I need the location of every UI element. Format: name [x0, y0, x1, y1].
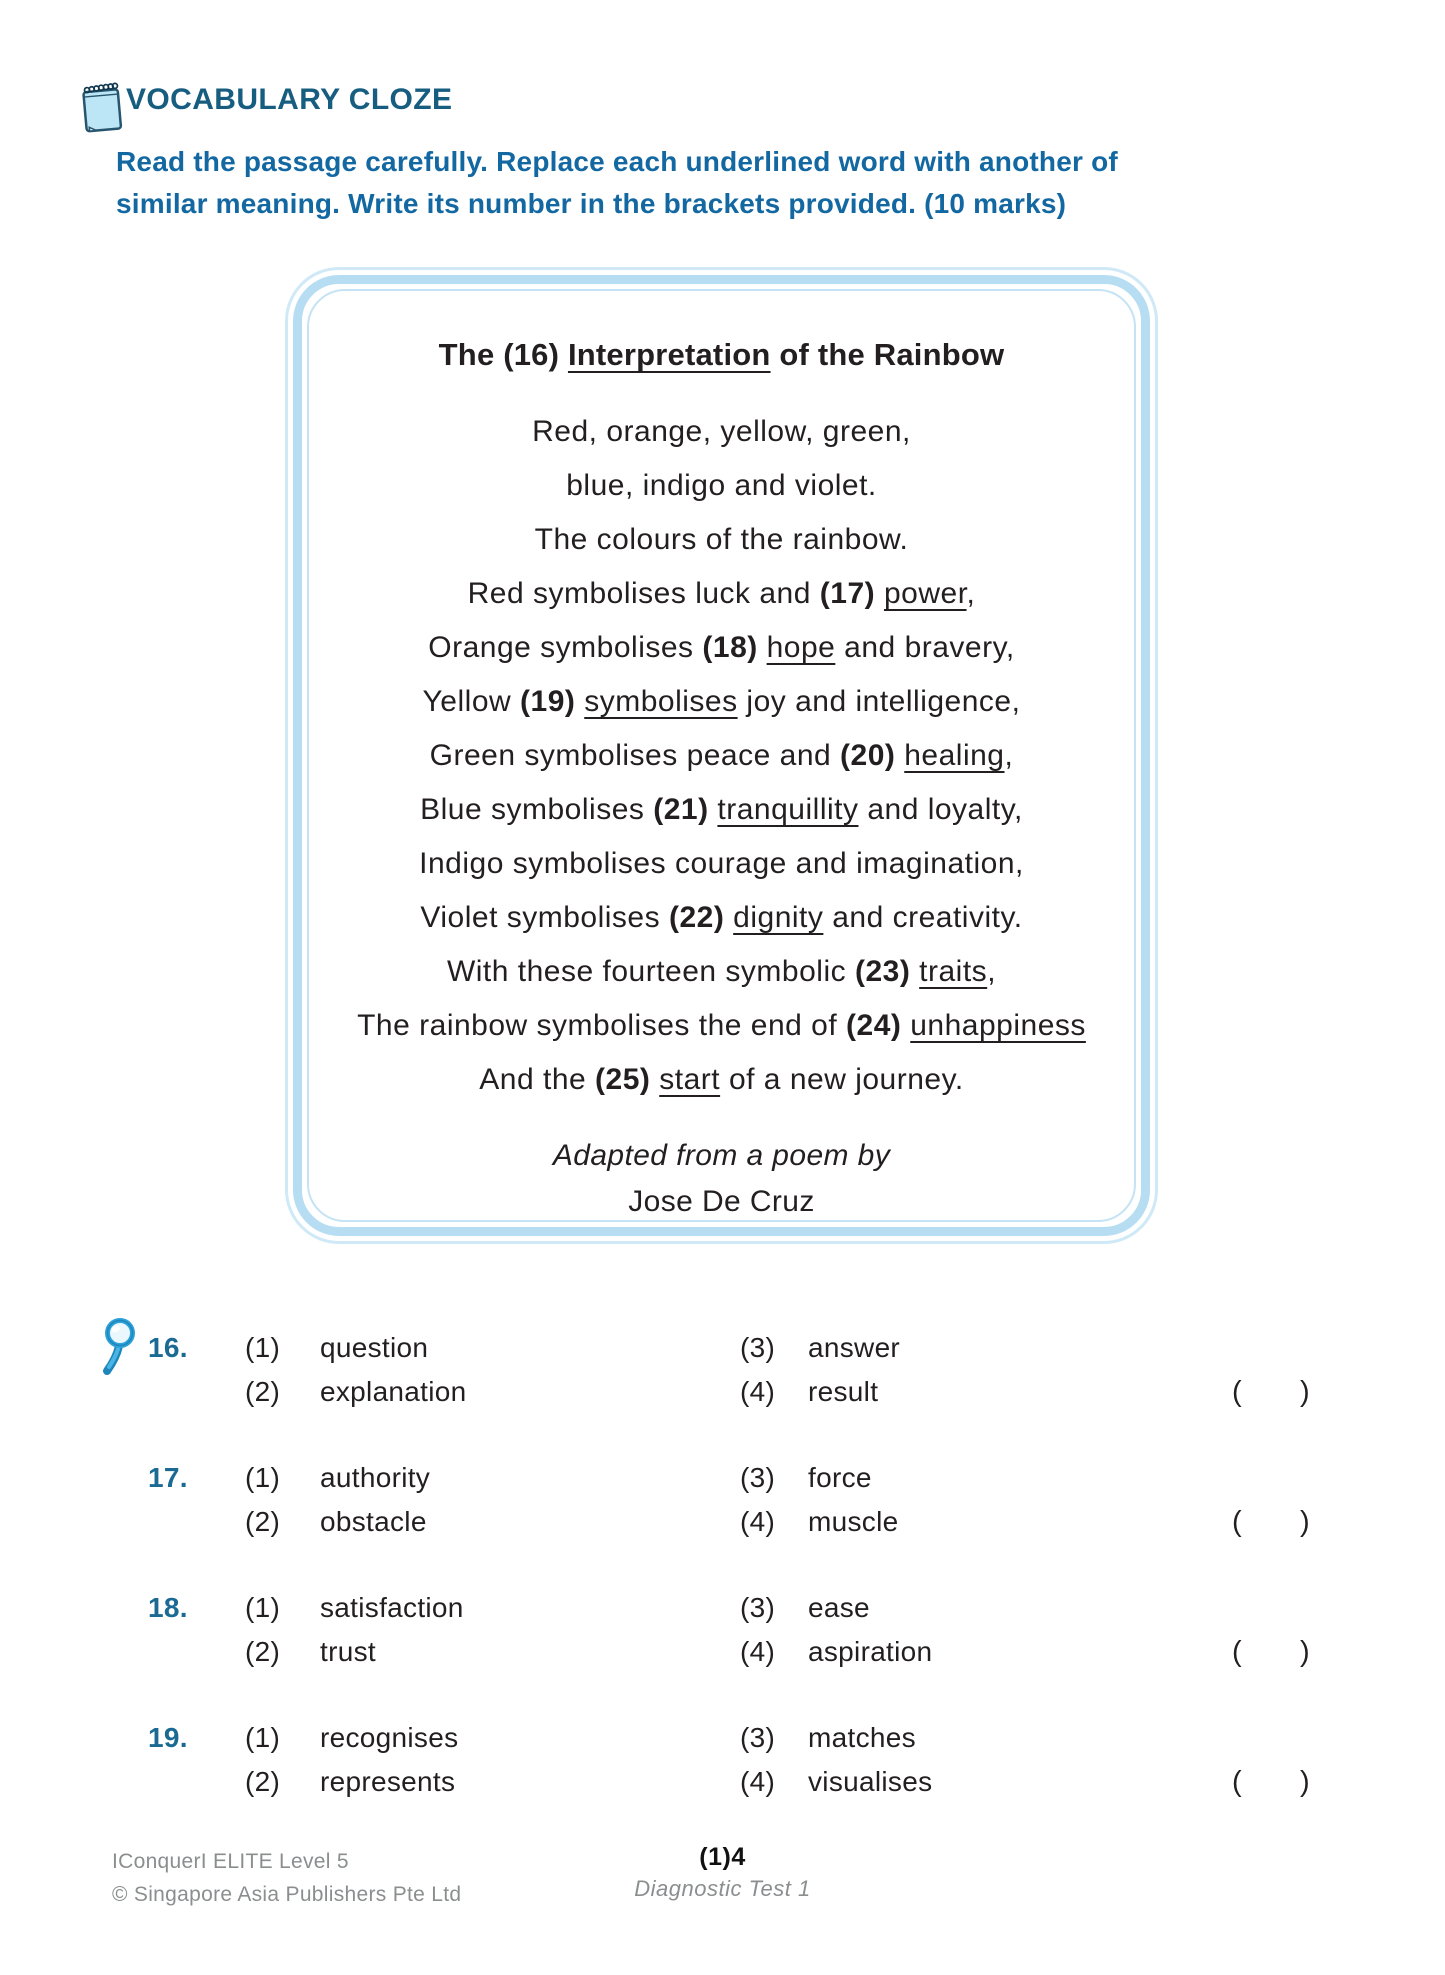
poem-line: Red symbolises luck and (17) power, [467, 577, 976, 610]
section-title: VOCABULARY CLOZE [126, 83, 453, 116]
poem-box [285, 267, 1158, 1244]
option-number: (4) [740, 1636, 776, 1667]
option-number: (1) [245, 1722, 281, 1753]
poem-line: And the (25) start of a new journey. [479, 1063, 964, 1096]
question-block [148, 1456, 1322, 1544]
option-number: (2) [245, 1636, 281, 1667]
spacer [1232, 1456, 1322, 1500]
bracket-open: ( [1232, 1506, 1242, 1538]
instructions [116, 141, 1180, 225]
question-number: 19. [148, 1722, 188, 1753]
answer-brackets [1232, 1370, 1310, 1414]
bracket-open: ( [1232, 1636, 1242, 1668]
option-text: force [808, 1462, 872, 1493]
question-number: 16. [148, 1326, 245, 1370]
poem-line: Blue symbolises (21) tranquillity and loyalty, [420, 793, 1023, 826]
footer-page-number: (1)4 [699, 1843, 746, 1871]
option-text: visualises [808, 1766, 933, 1797]
bracket-close: ) [1300, 1636, 1310, 1668]
option-text: matches [808, 1722, 916, 1753]
answer-brackets [1232, 1760, 1310, 1804]
option-text: authority [320, 1462, 431, 1493]
instruction-line: Read the passage carefully. Replace each underlined word with another of [116, 146, 1118, 177]
magnifier-icon [98, 1316, 144, 1378]
questions [148, 1326, 1322, 1846]
option-number: (1) [245, 1332, 281, 1363]
footer-test-name: Diagnostic Test 1 [634, 1876, 811, 1901]
option-number: (3) [740, 1722, 776, 1753]
answer-brackets [1232, 1500, 1310, 1544]
poem-lines [309, 405, 1134, 1107]
bracket-open: ( [1232, 1766, 1242, 1798]
poem-box-inner [307, 289, 1136, 1222]
option-number: (2) [245, 1766, 281, 1797]
option-number: (1) [245, 1462, 281, 1493]
poem-line: Yellow (19) symbolises joy and intelligence, [422, 685, 1021, 718]
option-text: trust [320, 1636, 376, 1667]
option-text: ease [808, 1592, 870, 1623]
option-number: (1) [245, 1592, 281, 1623]
footer-series: IConquerI ELITE Level 5 [112, 1850, 349, 1873]
poem-line: blue, indigo and violet. [566, 469, 877, 502]
poem-line: Red, orange, yellow, green, [532, 415, 911, 448]
poem-line: Green symbolises peace and (20) healing, [429, 739, 1014, 772]
poem-box-mid-border [293, 275, 1150, 1236]
option-number: (3) [740, 1332, 776, 1363]
poem-line: Orange symbolises (18) hope and bravery, [428, 631, 1015, 664]
notepad-icon [80, 81, 124, 133]
instruction-line: similar meaning. Write its number in the brackets provided. (10 marks) [116, 188, 1067, 219]
header [80, 82, 1180, 225]
option-text: question [320, 1332, 429, 1363]
question-number: 18. [148, 1592, 188, 1623]
option-text: muscle [808, 1506, 899, 1537]
poem-line: The rainbow symbolises the end of (24) unhappiness [357, 1009, 1086, 1042]
option-number: (3) [740, 1592, 776, 1623]
option-text: explanation [320, 1376, 467, 1407]
spacer [1232, 1716, 1322, 1760]
poem-line: Indigo symbolises courage and imagination, [419, 847, 1024, 880]
spacer [148, 1500, 245, 1544]
spacer [1232, 1326, 1322, 1370]
bracket-close: ) [1300, 1766, 1310, 1798]
question-block [148, 1716, 1322, 1804]
option-text: aspiration [808, 1636, 933, 1667]
option-text: result [808, 1376, 879, 1407]
option-number: (3) [740, 1462, 776, 1493]
option-number: (4) [740, 1766, 776, 1797]
option-text: obstacle [320, 1506, 427, 1537]
poem-line: Violet symbolises (22) dignity and creativity. [420, 901, 1023, 934]
option-text: answer [808, 1332, 901, 1363]
poem-attribution [309, 1133, 1134, 1225]
answer-brackets [1232, 1630, 1310, 1674]
bracket-close: ) [1300, 1376, 1310, 1408]
question-number: 17. [148, 1462, 188, 1493]
attribution-source: Adapted from a poem by [552, 1139, 891, 1172]
spacer [148, 1370, 245, 1414]
option-number: (4) [740, 1376, 776, 1407]
poem-title: The (16) Interpretation of the Rainbow [438, 337, 1005, 372]
poem-line: With these fourteen symbolic (23) traits, [446, 955, 997, 988]
bracket-open: ( [1232, 1376, 1242, 1408]
option-number: (4) [740, 1506, 776, 1537]
poem-line: The colours of the rainbow. [534, 523, 909, 556]
option-text: recognises [320, 1722, 459, 1753]
question-block [148, 1586, 1322, 1674]
question-block [148, 1326, 1322, 1414]
option-text: represents [320, 1766, 456, 1797]
bracket-close: ) [1300, 1506, 1310, 1538]
attribution-author: Jose De Cruz [628, 1185, 815, 1218]
spacer [1232, 1586, 1322, 1630]
footer-center [0, 1843, 1445, 1902]
spacer [148, 1630, 245, 1674]
option-text: satisfaction [320, 1592, 464, 1623]
option-number: (2) [245, 1376, 281, 1407]
option-number: (2) [245, 1506, 281, 1537]
footer-copyright: © Singapore Asia Publishers Pte Ltd [112, 1883, 462, 1906]
spacer [148, 1760, 245, 1804]
